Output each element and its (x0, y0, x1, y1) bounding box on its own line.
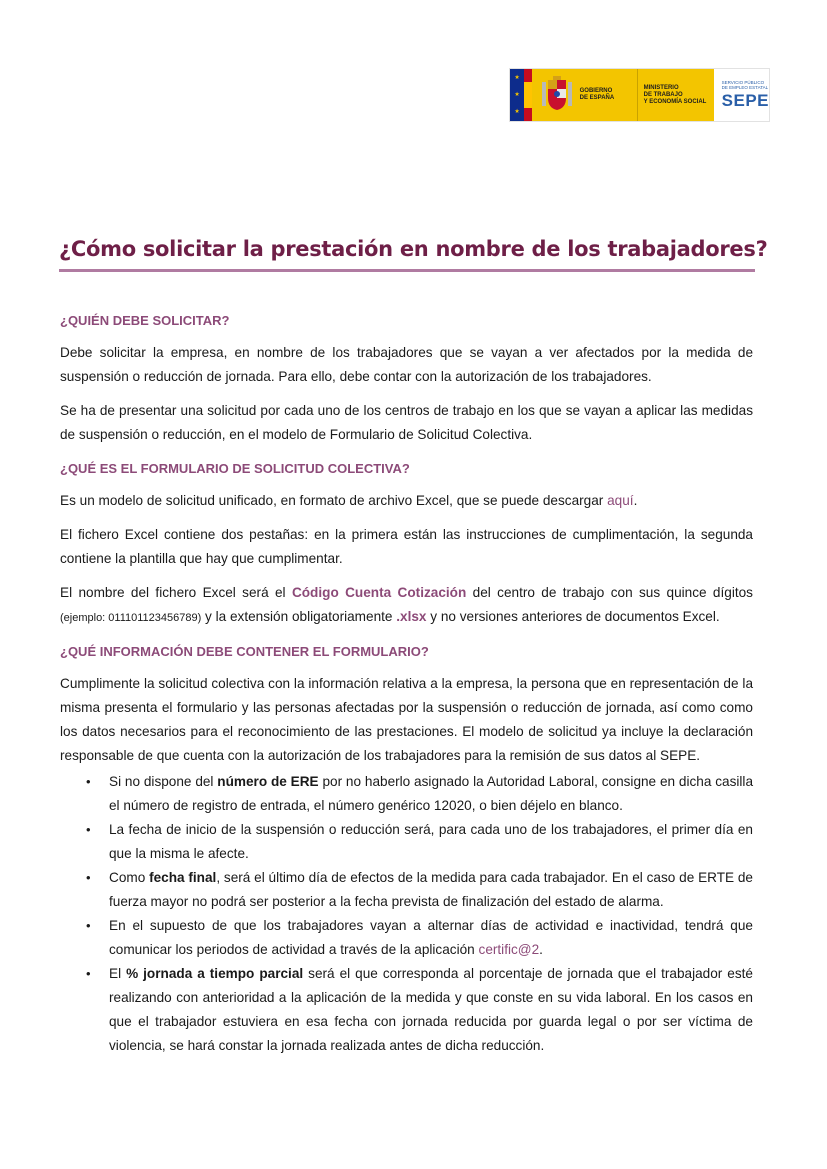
certifica2-link[interactable]: certific@2 (478, 942, 540, 957)
list-item: • La fecha de inicio de la suspensión o reducción será, para cada uno de los trabajadores, el primer día en que la misma le afecte. (109, 818, 753, 866)
eu-star-icon: ★ (514, 91, 520, 98)
paragraph: El fichero Excel contiene dos pestañas: en la primera están las instrucciones de cumplimentación, la segunda contiene la plantilla que hay que cumplimentar. (60, 527, 753, 566)
gobierno-logo (532, 69, 637, 121)
bold-text: % jornada a tiempo parcial (126, 966, 304, 981)
sepe-name: SEPE (721, 91, 769, 110)
eu-star-icon: ★ (514, 109, 520, 116)
text-span: Como (109, 870, 150, 885)
document-body (60, 309, 753, 1058)
text-span: y no versiones anteriores de documentos Excel. (426, 609, 720, 624)
ministerio-logo (637, 69, 714, 121)
text-span: , será el último día de efectos de la medida para cada trabajador. En el caso de ERTE de fuerza mayor no podrá ser posterior a la fecha prevista de finalización del estado de alarma. (109, 870, 753, 909)
download-link[interactable]: aquí (607, 493, 634, 508)
gov-line: DE ESPAÑA (579, 95, 615, 101)
ministry-line: Y ECONOMÍA SOCIAL (643, 98, 707, 105)
highlight-xlsx: .xlsx (396, 609, 427, 624)
text-span: El (109, 966, 127, 981)
spain-flag-icon (524, 69, 532, 121)
page-title: ¿Cómo solicitar la prestación en nombre de los trabajadores? (59, 237, 768, 261)
text-span: del centro de trabajo con sus quince dígitos (466, 585, 753, 600)
list-item (109, 770, 753, 818)
text-span: El nombre del fichero Excel será el (60, 585, 292, 600)
text-span: será el que corresponda al porcentaje de jornada que el trabajador esté realizando con anterioridad a la aplicación de la medida y que conste en su vida laboral. En los casos en que el trabajador estuviera en esa fecha con jornada reducida por guarda legal o por ser víctima de violencia, se hará constar la jornada realizada antes de dicha reducción. (109, 966, 753, 1053)
text-span: . (633, 493, 638, 508)
gov-line: GOBIERNO (579, 88, 613, 94)
section-heading-que-es: ¿QUÉ ES EL FORMULARIO DE SOLICITUD COLECTIVA? (60, 461, 410, 476)
text-span: y la extensión obligatoriamente (201, 609, 397, 624)
sepe-subtitle: SERVICIO PÚBLICO (721, 80, 765, 85)
header-logos (509, 68, 770, 122)
text-span: Si no dispone del (109, 774, 218, 789)
title-divider (59, 269, 755, 272)
list-item (109, 962, 753, 1058)
text-span: . (539, 942, 543, 957)
gobierno-text (580, 88, 615, 102)
requirements-list (60, 770, 753, 1058)
paragraph: Cumplimente la solicitud colectiva con la información relativa a la empresa, la persona que en representación de la misma presenta el formulario y las personas afectadas por la suspensión o reducción de jornada, así como como los datos necesarios para el reconocimiento de las prestaciones. El modelo de solicitud ya incluye la declaración responsable de que cuenta con la autorización de los trabajadores para la remisión de sus datos al SEPE. (60, 676, 753, 763)
text-span: Es un modelo de solicitud unificado, en formato de archivo Excel, que se puede descargar (60, 493, 608, 508)
sepe-logo (714, 69, 769, 121)
ministry-line: DE TRABAJO (643, 91, 683, 98)
paragraph (60, 489, 753, 513)
highlight-ccc: Código Cuenta Cotización (291, 585, 467, 600)
text-span: En el supuesto de que los trabajadores vayan a alternar días de actividad e inactividad, tendrá que comunicar los periodos de actividad a través de la aplicación (109, 918, 753, 957)
eu-star-icon: ★ (514, 74, 520, 81)
paragraph (60, 581, 753, 630)
list-item (109, 866, 753, 914)
coat-of-arms-icon (540, 76, 574, 114)
ministerio-text (644, 85, 707, 106)
bold-text: número de ERE (217, 774, 319, 789)
bold-text: fecha final (149, 870, 217, 885)
paragraph: Se ha de presentar una solicitud por cada uno de los centros de trabajo en los que se vayan a aplicar las medidas de suspensión o reducción, en el modelo de Formulario de Solicitud Colectiva. (60, 403, 753, 442)
ministry-line: MINISTERIO (643, 84, 679, 91)
section-heading-informacion: ¿QUÉ INFORMACIÓN DEBE CONTENER EL FORMULARIO? (60, 644, 429, 659)
example-text: (ejemplo: 011101123456789) (60, 612, 202, 624)
eu-flag-icon (510, 69, 524, 121)
sepe-subtitle: DE EMPLEO ESTATAL (721, 85, 769, 90)
text-span: por no haberlo asignado la Autoridad Laboral, consigne en dicha casilla el número de registro de entrada, el número genérico 12020, o bien déjelo en blanco. (109, 774, 754, 813)
list-item (109, 914, 753, 962)
section-heading-quien: ¿QUIÉN DEBE SOLICITAR? (60, 313, 230, 328)
paragraph: Debe solicitar la empresa, en nombre de los trabajadores que se vayan a ver afectados por la medida de suspensión o reducción de jornada. Para ello, debe contar con la autorización de los trabajadores. (60, 345, 753, 384)
